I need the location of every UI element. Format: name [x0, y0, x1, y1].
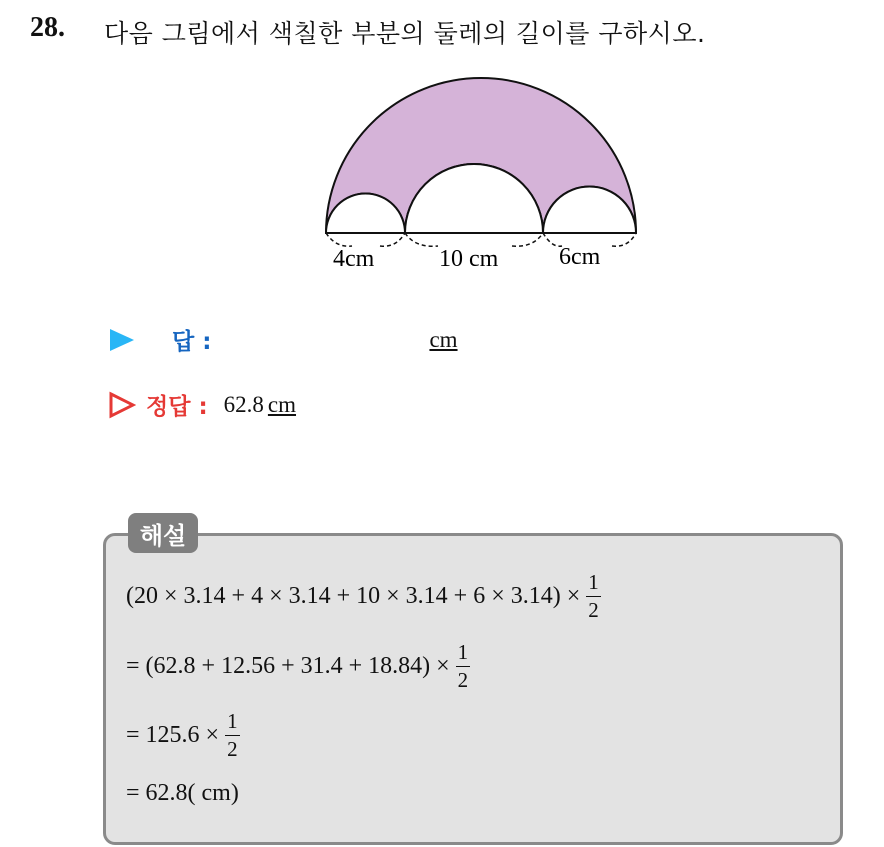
answer-unit: cm: [429, 326, 458, 352]
answer-row: [108, 323, 458, 356]
outline-arrow-icon: [108, 391, 136, 419]
answer-label: 답 :: [172, 329, 212, 355]
semicircle-figure: [300, 70, 660, 280]
solution-line-3: = 125.6 × $\frac{1}{2}$: [126, 709, 238, 761]
correct-answer-row: [108, 388, 296, 421]
fraction-half: $\frac{1}{2}$: [227, 709, 238, 761]
dim-curve-10cm: [405, 233, 543, 246]
correct-label: 정답 :: [146, 394, 208, 420]
fraction-half: $\frac{1}{2}$: [457, 640, 469, 692]
label-6cm: 6cm: [559, 244, 601, 270]
correct-unit: cm: [267, 391, 297, 417]
solution-line-2: = (62.8 + 12.56 + 31.4 + 18.84) × $\frac{1}{2}$: [126, 640, 469, 692]
question-text: 다음 그림에서 색칠한 부분의 둘레의 길이를 구하시오.: [104, 19, 706, 48]
play-arrow-icon: [108, 327, 136, 353]
dim-curve-4cm: [326, 233, 405, 246]
fraction-half: $\frac{1}{2}$: [588, 570, 599, 622]
label-10cm: 10 cm: [439, 246, 499, 272]
label-4cm: 4cm: [333, 246, 375, 272]
solution-line-4: = 62.8( cm): [126, 780, 239, 806]
question-number: 28.: [30, 12, 65, 43]
solution-line-1: (20 × 3.14 + 4 × 3.14 + 10 × 3.14 + 6 × 3.14) × $\frac{1}{2}$: [126, 570, 599, 622]
correct-value: 62.8: [223, 391, 264, 417]
solution-tab: 해설: [128, 513, 198, 553]
